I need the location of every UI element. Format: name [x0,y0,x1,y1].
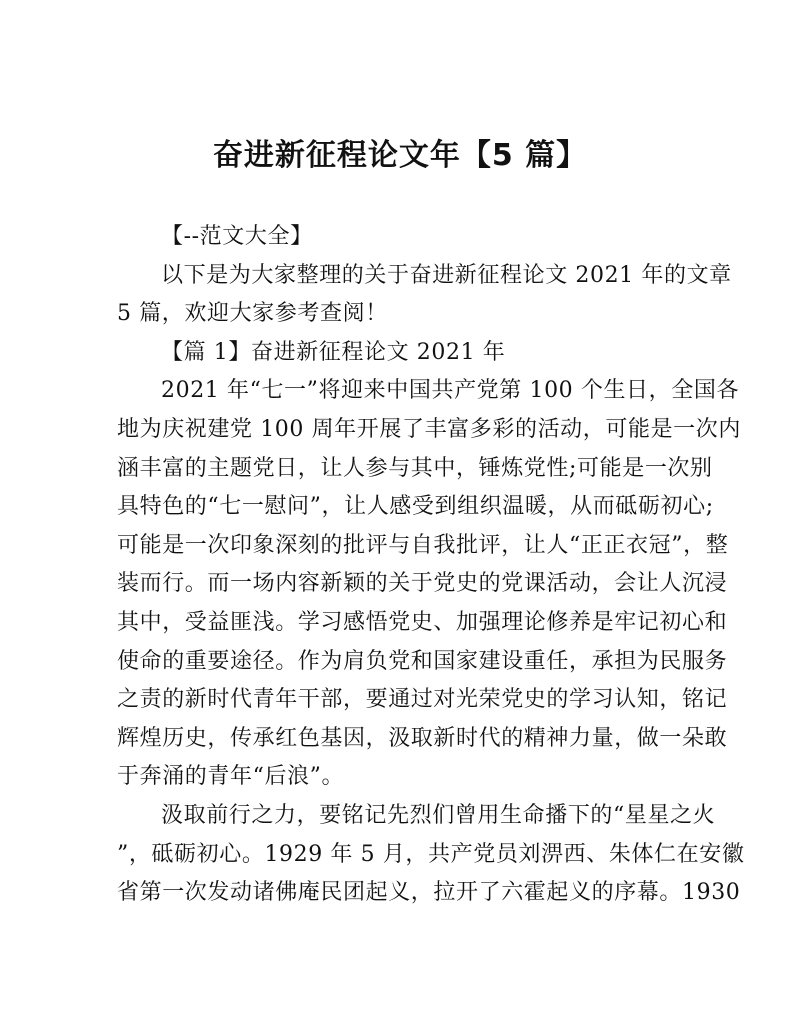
paragraph-line: 装而行。而一场内容新颖的关于党史的党课活动，会让人沉浸 [117,571,728,597]
paragraph-line: 辉煌历史，传承红色基因，汲取新时代的精神力量，做一朵敢 [117,725,728,751]
paragraph-1 [117,372,741,797]
paragraph-line: ”，砥砺初心。1929 年 5 月，共产党员刘淠西、朱体仁在安徽 [117,841,745,867]
paragraph-line: 汲取前行之力，要铭记先烈们曾用生命播下的“星星之火 [161,802,716,828]
document-body [117,218,745,913]
document-title: 奋进新征程论文年【5 篇】 [212,138,588,173]
intro-line: 5 篇，欢迎大家参考查阅！ [117,301,388,327]
paragraph-line: 于奔涌的青年“后浪”。 [117,764,345,790]
paragraph-line: 涵丰富的主题党日，让人参与其中，锤炼党性;可能是一次别 [117,455,713,481]
paragraph-line: 具特色的“七一慰问”，让人感受到组织温暖，从而砥砺初心; [117,494,714,520]
section-heading-line: 【篇 1】奋进新征程论文 2021 年 [161,339,506,365]
section-heading [117,334,683,373]
intro-line: 以下是为大家整理的关于奋进新征程论文 2021 年的文章 [161,262,732,288]
paragraph-line: 其中，受益匪浅。学习感悟党史、加强理论修养是牢记初心和 [117,609,728,635]
paragraph-line: 省第一次发动诸佛庵民团起义，拉开了六霍起义的序幕。1930 [117,880,741,906]
source-line: 【--范文大全】 [161,224,313,249]
paragraph-2 [117,797,745,913]
intro-paragraph [117,257,732,334]
paragraph-line: 2021 年“七一”将迎来中国共产党第 100 个生日，全国各 [161,378,740,404]
paragraph-line: 可能是一次印象深刻的批评与自我批评，让人“正正衣冠”，整 [117,532,729,558]
paragraph-line: 使命的重要途径。作为肩负党和国家建设重任，承担为民服务 [117,648,728,674]
paragraph-line: 之责的新时代青年干部，要通过对光荣党史的学习认知，铭记 [117,687,728,713]
source-paragraph [117,218,683,257]
paragraph-line: 地为庆祝建党 100 周年开展了丰富多彩的活动，可能是一次内 [117,416,741,442]
